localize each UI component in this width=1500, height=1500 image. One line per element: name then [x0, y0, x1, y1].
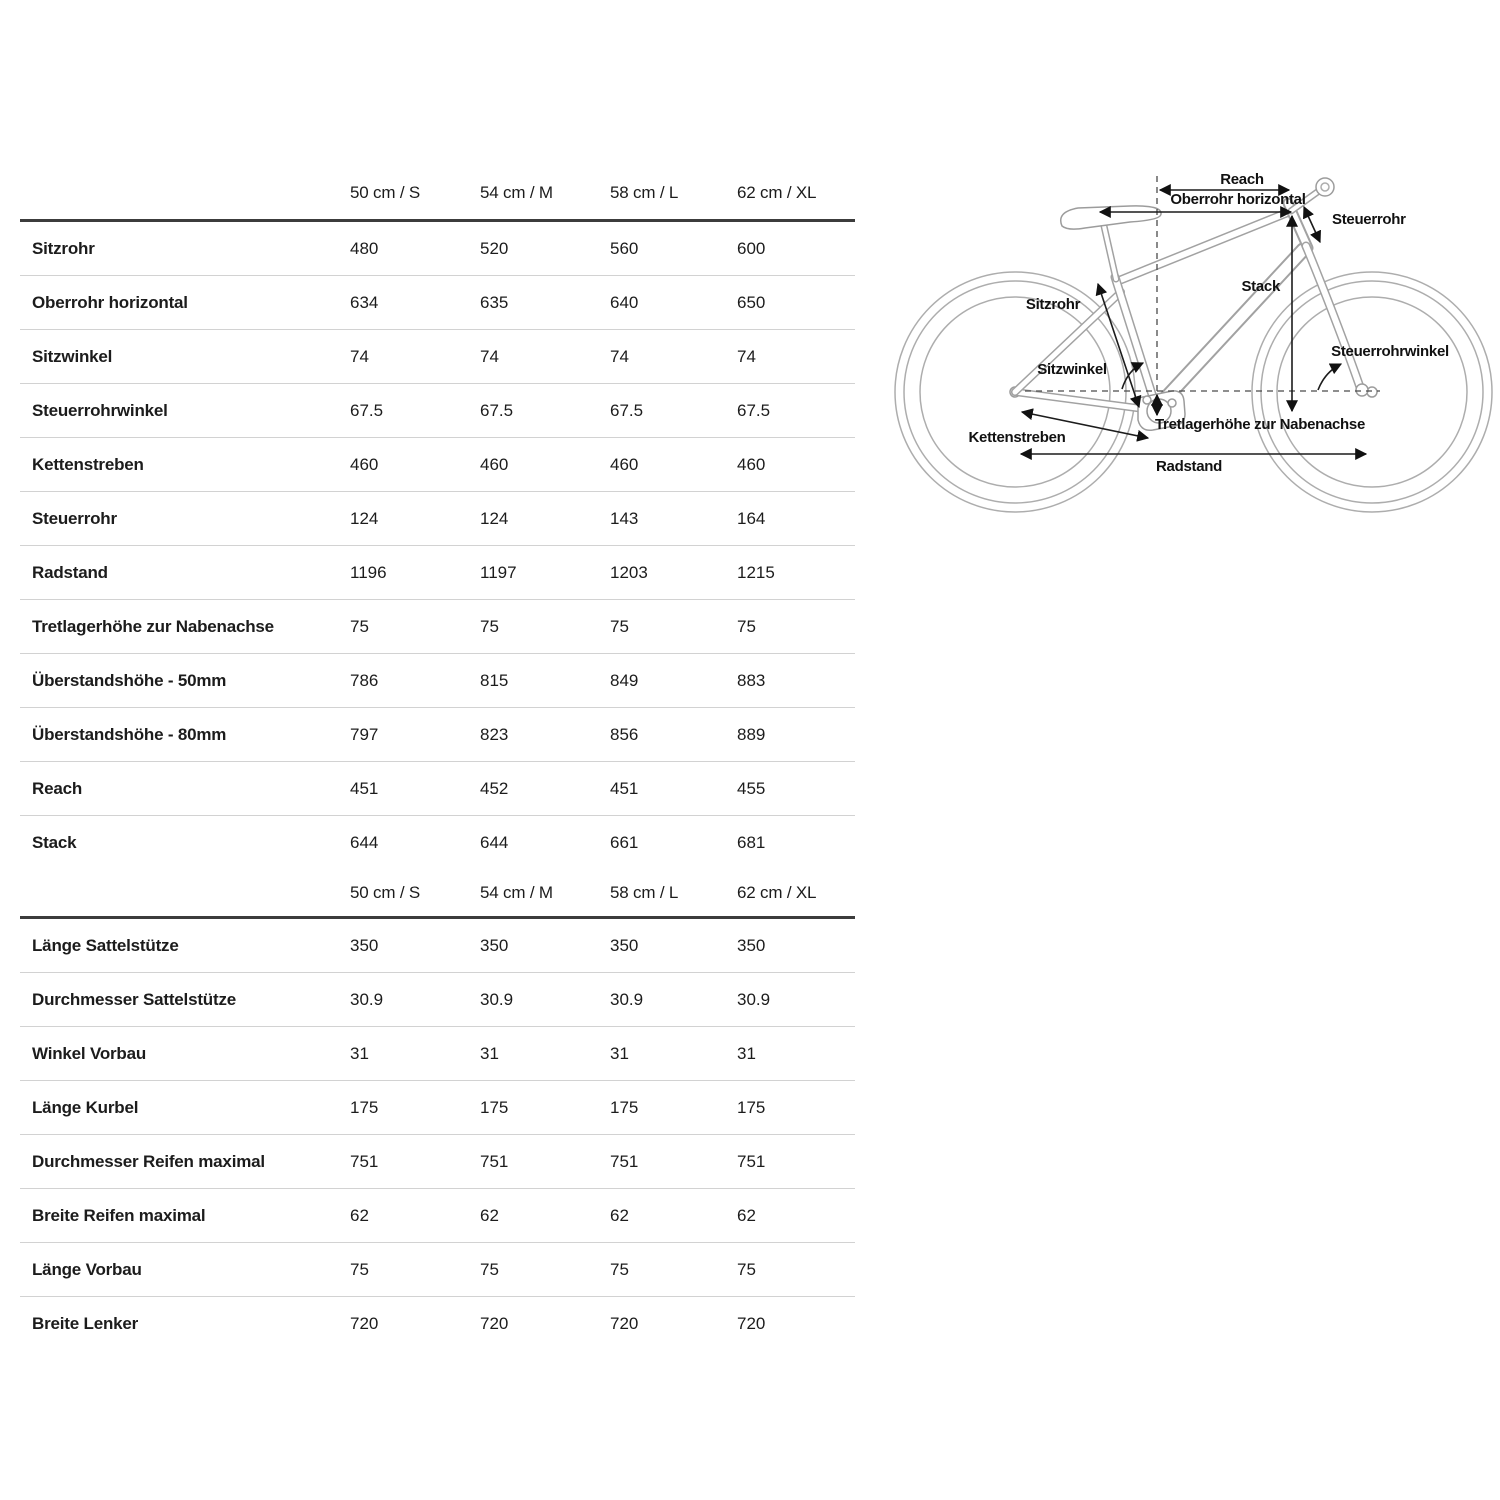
- spec-row: [20, 762, 855, 816]
- spec-value: 164: [737, 508, 766, 528]
- steuerrohrwinkel-arc: [1318, 364, 1341, 390]
- spec-row: [20, 330, 855, 384]
- spec-value: 31: [737, 1043, 756, 1063]
- spec-row: [20, 600, 855, 654]
- size-header-cell: 50 cm / S: [350, 882, 421, 902]
- spec-row: [20, 546, 855, 600]
- spec-value: 786: [350, 670, 379, 690]
- spec-label: Sitzwinkel: [32, 346, 113, 366]
- size-header-row: [20, 166, 855, 222]
- spec-label: Steuerrohr: [32, 508, 117, 528]
- diagram-label-radstand: Radstand: [1156, 458, 1222, 475]
- spec-value: 74: [737, 346, 756, 366]
- diagram-label-sitzrohr: Sitzrohr: [1025, 296, 1081, 313]
- spec-value: 815: [480, 670, 509, 690]
- spec-value: 661: [610, 832, 639, 852]
- size-header-cell: 54 cm / M: [480, 882, 553, 902]
- spec-label: Steuerrohrwinkel: [32, 400, 168, 420]
- spec-value: 460: [737, 454, 766, 474]
- spec-value: 67.5: [610, 400, 644, 420]
- spec-value: 175: [610, 1097, 639, 1117]
- spec-value: 1215: [737, 562, 775, 582]
- spec-value: 681: [737, 832, 766, 852]
- spec-value: 30.9: [350, 989, 384, 1009]
- spec-value: 143: [610, 508, 639, 528]
- spec-value: 751: [737, 1151, 766, 1171]
- spec-value: 751: [350, 1151, 379, 1171]
- spec-value: 1196: [350, 562, 387, 582]
- spec-value: 1197: [480, 562, 517, 582]
- spec-value: 175: [350, 1097, 379, 1117]
- spec-value: 720: [610, 1313, 639, 1333]
- spec-label: Breite Reifen maximal: [32, 1205, 206, 1225]
- spec-value: 175: [480, 1097, 509, 1117]
- spec-value: 460: [480, 454, 509, 474]
- spec-row: [20, 276, 855, 330]
- diagram-label-sitzwinkel: Sitzwinkel: [1037, 361, 1107, 378]
- spec-value: 67.5: [737, 400, 771, 420]
- spec-value: 350: [737, 935, 766, 955]
- spec-value: 644: [480, 832, 509, 852]
- spec-value: 720: [350, 1313, 379, 1333]
- spec-value: 1203: [610, 562, 648, 582]
- handlebar: [1316, 178, 1334, 196]
- spec-value: 452: [480, 778, 509, 798]
- spec-label: Breite Lenker: [32, 1313, 139, 1333]
- spec-value: 31: [480, 1043, 499, 1063]
- spec-value: 640: [610, 292, 639, 312]
- diagram-label-steuerrohrwinkel: Steuerrohrwinkel: [1331, 343, 1449, 360]
- spec-value: 460: [610, 454, 639, 474]
- size-header-row: [20, 869, 855, 919]
- spec-row: [20, 1081, 855, 1135]
- spec-label: Durchmesser Sattelstütze: [32, 989, 236, 1009]
- spec-value: 124: [350, 508, 379, 528]
- spec-row: [20, 1243, 855, 1297]
- geometry-table: [20, 166, 855, 1350]
- spec-value: 124: [480, 508, 509, 528]
- diagram-label-kettenstreben: Kettenstreben: [968, 429, 1066, 446]
- spec-value: 30.9: [737, 989, 771, 1009]
- spec-value: 455: [737, 778, 766, 798]
- spec-label: Radstand: [32, 562, 108, 582]
- spec-value: 30.9: [610, 989, 644, 1009]
- spec-value: 480: [350, 238, 379, 258]
- spec-value: 74: [610, 346, 629, 366]
- spec-value: 350: [350, 935, 379, 955]
- spec-value: 560: [610, 238, 639, 258]
- spec-value: 823: [480, 724, 509, 744]
- spec-value: 75: [350, 1259, 369, 1279]
- spec-row: [20, 384, 855, 438]
- spec-label: Winkel Vorbau: [32, 1043, 147, 1063]
- spec-row: [20, 1297, 855, 1350]
- spec-row: [20, 1189, 855, 1243]
- spec-value: 883: [737, 670, 766, 690]
- spec-label: Reach: [32, 778, 83, 798]
- spec-value: 30.9: [480, 989, 514, 1009]
- spec-value: 75: [737, 1259, 756, 1279]
- spec-value: 751: [480, 1151, 509, 1171]
- spec-value: 751: [610, 1151, 639, 1171]
- spec-value: 75: [610, 1259, 629, 1279]
- spec-value: 67.5: [480, 400, 514, 420]
- spec-value: 67.5: [350, 400, 384, 420]
- diagram-label-reach: Reach: [1220, 171, 1264, 188]
- spec-value: 31: [610, 1043, 629, 1063]
- spec-label: Überstandshöhe - 80mm: [32, 724, 227, 744]
- spec-value: 451: [610, 778, 639, 798]
- spec-value: 849: [610, 670, 639, 690]
- spec-value: 75: [350, 616, 369, 636]
- spec-value: 600: [737, 238, 766, 258]
- spec-row: [20, 222, 855, 276]
- spec-row: [20, 1027, 855, 1081]
- spec-value: 350: [480, 935, 509, 955]
- spec-row: [20, 919, 855, 973]
- size-header-cell: 58 cm / L: [610, 182, 679, 202]
- spec-row: [20, 1135, 855, 1189]
- spec-value: 350: [610, 935, 639, 955]
- spec-value: 650: [737, 292, 766, 312]
- spec-label: Überstandshöhe - 50mm: [32, 670, 227, 690]
- diagram-label-oberrohr: Oberrohr horizontal: [1170, 191, 1306, 208]
- spec-row: [20, 816, 855, 869]
- spec-label: Länge Sattelstütze: [32, 935, 179, 955]
- spec-value: 797: [350, 724, 379, 744]
- bike-geometry-diagram: [880, 160, 1500, 560]
- spec-value: 75: [737, 616, 756, 636]
- spec-value: 720: [480, 1313, 509, 1333]
- spec-label: Länge Kurbel: [32, 1097, 139, 1117]
- size-header-cell: 62 cm / XL: [737, 882, 817, 902]
- spec-value: 62: [480, 1205, 499, 1225]
- spec-row: [20, 973, 855, 1027]
- spec-value: 74: [350, 346, 369, 366]
- spec-value: 451: [350, 778, 379, 798]
- spec-value: 889: [737, 724, 766, 744]
- diagram-label-steuerrohr: Steuerrohr: [1332, 211, 1406, 228]
- spec-label: Kettenstreben: [32, 454, 144, 474]
- size-header-cell: 50 cm / S: [350, 182, 421, 202]
- spec-value: 62: [610, 1205, 629, 1225]
- spec-row: [20, 708, 855, 762]
- spec-label: Sitzrohr: [32, 238, 95, 258]
- diagram-label-stack: Stack: [1241, 278, 1280, 295]
- saddle: [1061, 206, 1161, 229]
- spec-value: 460: [350, 454, 379, 474]
- spec-value: 75: [480, 1259, 499, 1279]
- front-wheel: [1252, 272, 1492, 512]
- spec-value: 720: [737, 1313, 766, 1333]
- spec-row: [20, 654, 855, 708]
- spec-value: 74: [480, 346, 499, 366]
- diagram-label-tretlagerhoehe: Tretlagerhöhe zur Nabenachse: [1155, 416, 1366, 433]
- spec-value: 520: [480, 238, 509, 258]
- spec-row: [20, 438, 855, 492]
- spec-label: Durchmesser Reifen maximal: [32, 1151, 265, 1171]
- spec-label: Oberrohr horizontal: [32, 292, 188, 312]
- size-header-cell: 58 cm / L: [610, 882, 679, 902]
- spec-value: 75: [480, 616, 499, 636]
- spec-label: Tretlagerhöhe zur Nabenachse: [32, 616, 274, 636]
- size-header-cell: 54 cm / M: [480, 182, 553, 202]
- spec-label: Länge Vorbau: [32, 1259, 142, 1279]
- spec-value: 31: [350, 1043, 369, 1063]
- spec-row: [20, 492, 855, 546]
- spec-value: 175: [737, 1097, 766, 1117]
- spec-value: 856: [610, 724, 639, 744]
- spec-value: 644: [350, 832, 379, 852]
- spec-value: 635: [480, 292, 509, 312]
- front-dropout: [1356, 384, 1368, 396]
- spec-value: 62: [737, 1205, 756, 1225]
- spec-value: 62: [350, 1205, 369, 1225]
- size-header-cell: 62 cm / XL: [737, 182, 817, 202]
- spec-value: 634: [350, 292, 379, 312]
- spec-value: 75: [610, 616, 629, 636]
- spec-label: Stack: [32, 832, 77, 852]
